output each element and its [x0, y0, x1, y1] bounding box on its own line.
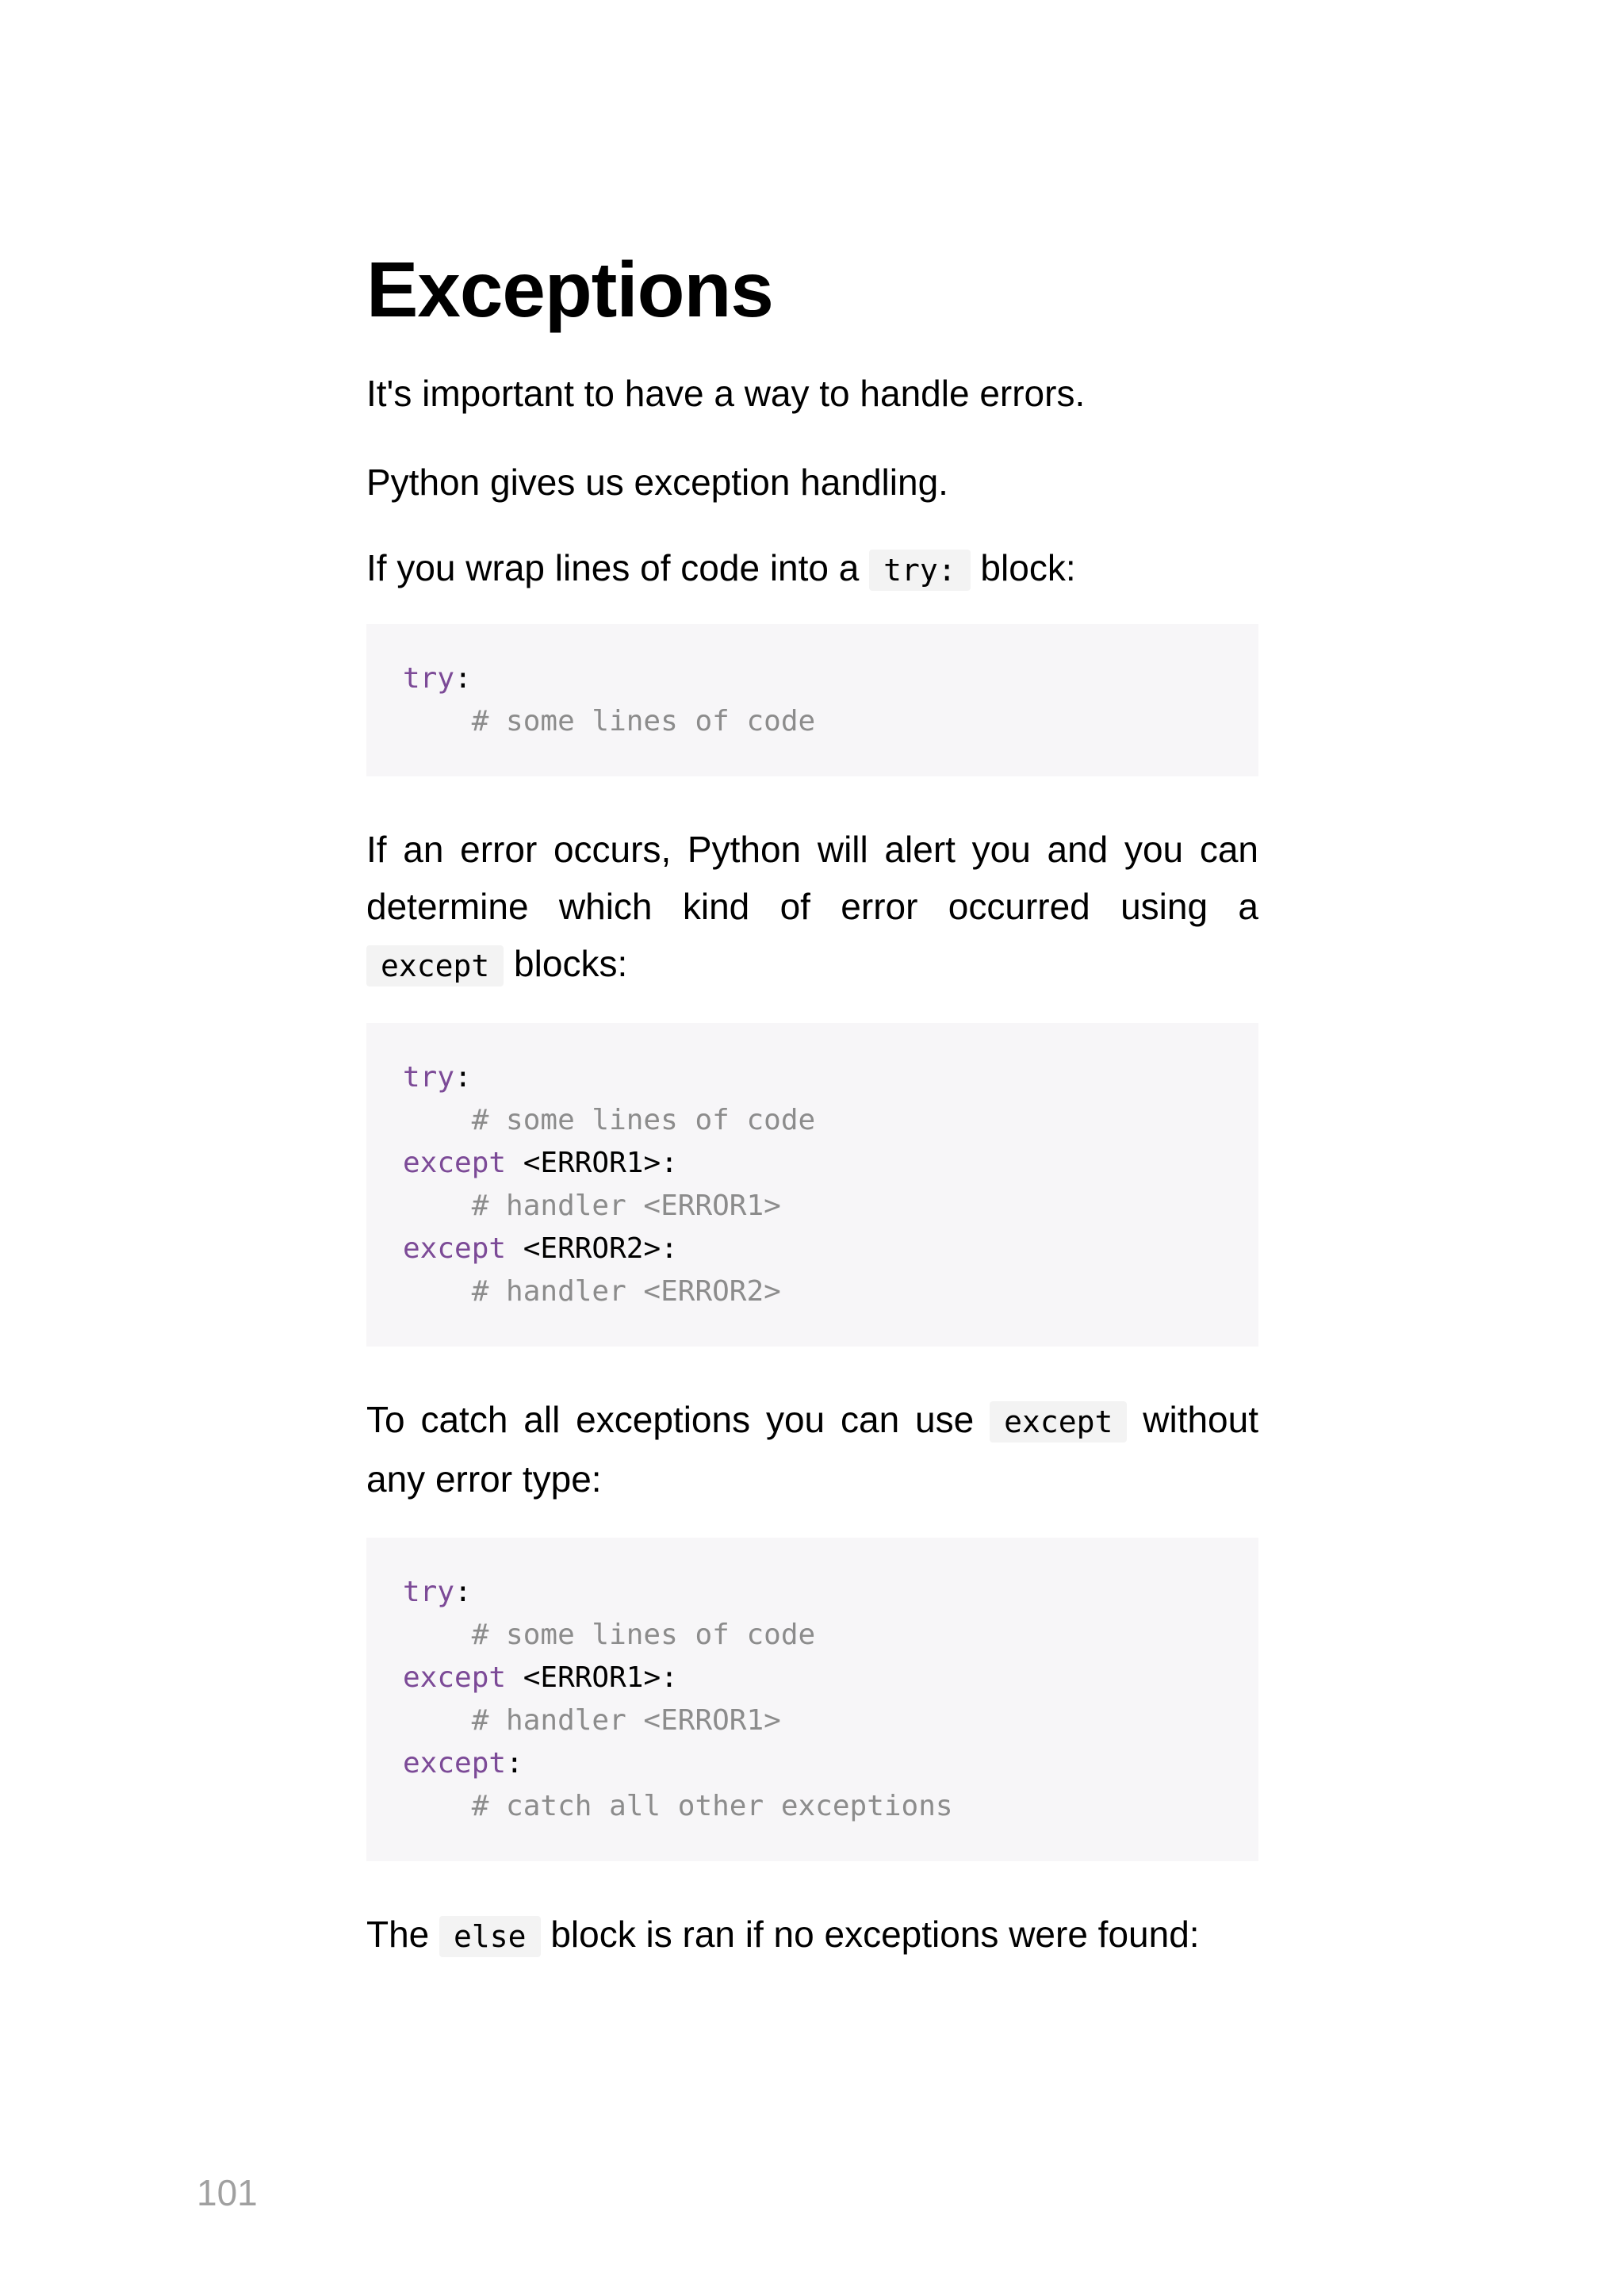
code-keyword: try: [403, 1576, 455, 1608]
paragraph-text: To catch all exceptions you can use: [366, 1399, 990, 1440]
code-keyword: except: [403, 1232, 507, 1265]
paragraph-text: The: [366, 1914, 440, 1955]
code-line: [403, 1228, 1222, 1270]
code-comment: # some lines of code: [403, 705, 816, 738]
paragraph-exception-handling: Python gives us exception handling.: [366, 462, 948, 503]
paragraph-text: without any error type:: [366, 1399, 1258, 1500]
paragraph-text: block is ran if no exceptions were found:: [540, 1914, 1200, 1955]
code-line: [403, 1571, 1222, 1614]
paragraph-try-block: [366, 539, 1258, 599]
code-line: [403, 657, 1222, 700]
code-line: [403, 1056, 1222, 1099]
inline-code-except: except: [366, 945, 504, 987]
page-title: Exceptions: [366, 246, 773, 333]
code-text: :: [506, 1747, 523, 1780]
code-block-try: [366, 624, 1258, 776]
paragraph-text: blocks:: [504, 943, 628, 984]
code-text: <ERROR2>:: [506, 1232, 678, 1265]
paragraph-intro: It's important to have a way to handle errors.: [366, 373, 1086, 414]
paragraph-text: block:: [970, 547, 1076, 588]
code-comment: # catch all other exceptions: [403, 1790, 953, 1822]
code-keyword: try: [403, 1061, 455, 1094]
code-block-try-except: [366, 1023, 1258, 1347]
paragraph-else-block: [366, 1906, 1258, 1965]
page-number: 101: [197, 2172, 258, 2213]
inline-code-try: try:: [869, 550, 971, 591]
code-text: <ERROR1>:: [506, 1661, 678, 1694]
code-keyword: except: [403, 1747, 507, 1780]
code-keyword: except: [403, 1661, 507, 1694]
paragraph-except-blocks: [366, 821, 1258, 994]
code-comment: # handler <ERROR1>: [403, 1190, 781, 1222]
code-text: :: [454, 662, 472, 695]
paragraph-text: If an error occurs, Python will alert you and you can determine which kind of error occurred using a: [366, 829, 1258, 927]
code-comment: # handler <ERROR2>: [403, 1275, 781, 1308]
code-comment: # some lines of code: [403, 1619, 816, 1651]
code-keyword: try: [403, 662, 455, 695]
code-block-catch-all: [366, 1538, 1258, 1861]
code-text: :: [454, 1576, 472, 1608]
code-line: [403, 1742, 1222, 1785]
inline-code-else: else: [439, 1916, 541, 1957]
code-keyword: except: [403, 1147, 507, 1179]
code-text: :: [454, 1061, 472, 1094]
code-comment: # some lines of code: [403, 1104, 816, 1136]
page-content: [366, 238, 1258, 1965]
inline-code-except: except: [990, 1401, 1127, 1443]
paragraph-text: If you wrap lines of code into a: [366, 547, 870, 588]
code-comment: # handler <ERROR1>: [403, 1704, 781, 1737]
code-line: [403, 1142, 1222, 1185]
code-text: <ERROR1>:: [506, 1147, 678, 1179]
paragraph-catch-all: [366, 1391, 1258, 1508]
code-line: [403, 1657, 1222, 1699]
